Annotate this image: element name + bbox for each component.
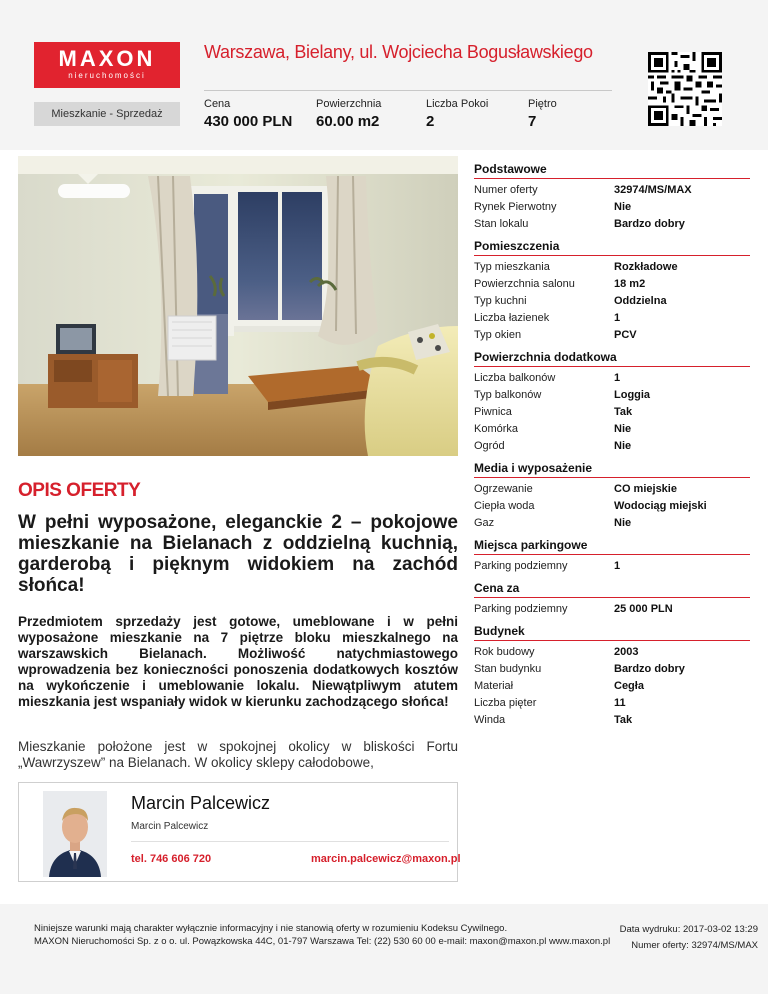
detail-value: Oddzielna (614, 295, 667, 307)
detail-label: Parking podziemny (474, 560, 568, 572)
footer-meta (620, 922, 758, 954)
apartment-photo[interactable] (18, 156, 458, 456)
detail-value: Nie (614, 517, 632, 529)
detail-row (474, 558, 750, 575)
detail-row (474, 404, 750, 421)
stat-price (204, 98, 292, 130)
agent-divider (131, 841, 449, 842)
agent-phone-link[interactable]: tel. 746 606 720 (131, 853, 212, 865)
detail-row (474, 498, 750, 515)
property-type-badge: Mieszkanie - Sprzedaż (34, 102, 180, 126)
section-title: Media i wyposażenie (474, 461, 750, 478)
detail-row (474, 276, 750, 293)
detail-row (474, 182, 750, 199)
detail-value: 18 m2 (614, 278, 646, 290)
detail-value: PCV (614, 329, 637, 341)
agent-avatar (43, 791, 107, 877)
detail-row (474, 661, 750, 678)
detail-label: Ogrzewanie (474, 483, 533, 495)
details-section-price-for (474, 581, 750, 618)
stat-label: Cena (204, 98, 231, 110)
property-address: Warszawa, Bielany, ul. Wojciecha Bogusławskiego (204, 42, 593, 62)
detail-row (474, 712, 750, 729)
detail-value: Tak (614, 714, 633, 726)
detail-label: Typ mieszkania (474, 261, 550, 273)
detail-value: Nie (614, 423, 632, 435)
detail-label: Parking podziemny (474, 603, 568, 615)
detail-row (474, 481, 750, 498)
detail-row (474, 438, 750, 455)
detail-value: Nie (614, 440, 632, 452)
detail-row (474, 601, 750, 618)
stat-label: Piętro (528, 98, 557, 110)
detail-row (474, 199, 750, 216)
detail-row (474, 216, 750, 233)
detail-value: 1 (614, 372, 621, 384)
detail-label: Materiał (474, 680, 514, 692)
stat-label: Liczba Pokoi (426, 98, 489, 110)
detail-row (474, 695, 750, 712)
detail-value: Bardzo dobry (614, 218, 685, 230)
detail-value: Tak (614, 406, 633, 418)
detail-label: Piwnica (474, 406, 512, 418)
detail-value: Rozkładowe (614, 261, 678, 273)
page-footer (0, 904, 768, 994)
stat-value: 7 (528, 113, 537, 130)
detail-row (474, 259, 750, 276)
detail-row (474, 293, 750, 310)
footer-offer-number: Numer oferty: 32974/MS/MAX (631, 940, 758, 951)
stat-area (316, 98, 381, 130)
section-title: Miejsca parkingowe (474, 538, 750, 555)
agent-email-link[interactable]: marcin.palcewicz@maxon.pl (311, 853, 461, 865)
detail-row (474, 310, 750, 327)
detail-label: Stan budynku (474, 663, 542, 675)
detail-value: Cegła (614, 680, 644, 692)
detail-label: Typ okien (474, 329, 522, 341)
detail-label: Gaz (474, 517, 495, 529)
qr-code-icon[interactable] (648, 52, 722, 126)
maxon-logo[interactable] (34, 42, 180, 88)
detail-value: Wodociąg miejski (614, 500, 707, 512)
details-section-basic (474, 162, 750, 233)
footer-disclaimer: Niniejsze warunki mają charakter wyłącznie informacyjny i nie stanowią oferty w rozumieniu Kodeksu Cywilnego. (34, 923, 508, 934)
detail-label: Komórka (474, 423, 519, 435)
footer-print-date: Data wydruku: 2017-03-02 13:29 (619, 924, 758, 935)
detail-label: Stan lokalu (474, 218, 529, 230)
detail-label: Powierzchnia salonu (474, 278, 575, 290)
details-section-additional (474, 350, 750, 455)
detail-label: Typ balkonów (474, 389, 542, 401)
details-section-building (474, 624, 750, 729)
description-body: Przedmiotem sprzedaży jest gotowe, umeblowane i w pełni wyposażone mieszkanie na 7 piętrze bloku mieszkalnego na warszawskich Bielanach. Możliwość natychmiastowego wprowadzenia bez konieczności ponoszenia dodatkowych kosztów na wykończenie i umeblowanie lokalu. Niewątpliwym atutem mieszkania jest wspaniały widok w kierunku zachodzącego słońca! (18, 614, 458, 709)
stat-floor (528, 98, 557, 130)
section-title: Podstawowe (474, 162, 750, 179)
detail-label: Numer oferty (474, 184, 538, 196)
property-details (474, 162, 750, 729)
detail-row (474, 370, 750, 387)
detail-value: CO miejskie (614, 483, 677, 495)
description-body-continued: Mieszkanie położone jest w spokojnej okolicy w bliskości Fortu „Wawrzyszew” na Bielanach. W okolicy sklepy całodobowe, (18, 739, 458, 770)
stat-value: 430 000 PLN (204, 113, 293, 130)
stat-value: 60.00 m2 (316, 113, 380, 130)
details-section-media (474, 461, 750, 532)
description-lead: W pełni wyposażone, eleganckie 2 – pokojowe mieszkanie na Bielanach z oddzielną kuchnią, garderobą i pięknym widokiem na zachód słońca! (18, 512, 458, 596)
details-section-parking (474, 538, 750, 575)
detail-label: Liczba balkonów (474, 372, 556, 384)
stat-value: 2 (426, 113, 435, 130)
footer-company-info: MAXON Nieruchomości Sp. z o o. ul. Powązkowska 44C, 01-797 Warszawa Tel: (22) 530 60 00 e-mail: maxon@maxon.pl www.maxon.pl (34, 936, 611, 947)
footer-legal (34, 922, 610, 948)
detail-value: Bardzo dobry (614, 663, 685, 675)
detail-row (474, 644, 750, 661)
detail-value: 32974/MS/MAX (614, 184, 692, 196)
section-title: Budynek (474, 624, 750, 641)
detail-label: Winda (474, 714, 506, 726)
stat-rooms (426, 98, 488, 130)
details-section-rooms (474, 239, 750, 344)
agent-card (18, 782, 461, 882)
section-title: Cena za (474, 581, 750, 598)
detail-label: Rynek Pierwotny (474, 201, 557, 213)
detail-row (474, 678, 750, 695)
detail-label: Rok budowy (474, 646, 535, 658)
agent-name: Marcin Palcewicz (131, 793, 271, 813)
detail-value: Nie (614, 201, 632, 213)
logo-text: MAXON (58, 46, 156, 71)
detail-row (474, 327, 750, 344)
header-divider (204, 90, 612, 91)
detail-value: 25 000 PLN (614, 603, 673, 615)
detail-row (474, 421, 750, 438)
page-header (0, 0, 768, 150)
detail-value: 11 (614, 697, 626, 709)
section-title: Powierzchnia dodatkowa (474, 350, 750, 367)
detail-label: Liczba łazienek (474, 312, 550, 324)
description-title: OPIS OFERTY (18, 480, 141, 501)
detail-row (474, 387, 750, 404)
detail-label: Typ kuchni (474, 295, 527, 307)
detail-label: Ciepła woda (474, 500, 535, 512)
detail-label: Liczba pięter (474, 697, 537, 709)
detail-value: 2003 (614, 646, 639, 658)
agent-subtitle: Marcin Palcewicz (131, 821, 209, 832)
detail-value: 1 (614, 312, 621, 324)
logo-subtext: nieruchomości (68, 71, 146, 80)
detail-label: Ogród (474, 440, 505, 452)
detail-row (474, 515, 750, 532)
detail-value: 1 (614, 560, 621, 572)
stat-label: Powierzchnia (316, 98, 382, 110)
detail-value: Loggia (614, 389, 651, 401)
section-title: Pomieszczenia (474, 239, 750, 256)
